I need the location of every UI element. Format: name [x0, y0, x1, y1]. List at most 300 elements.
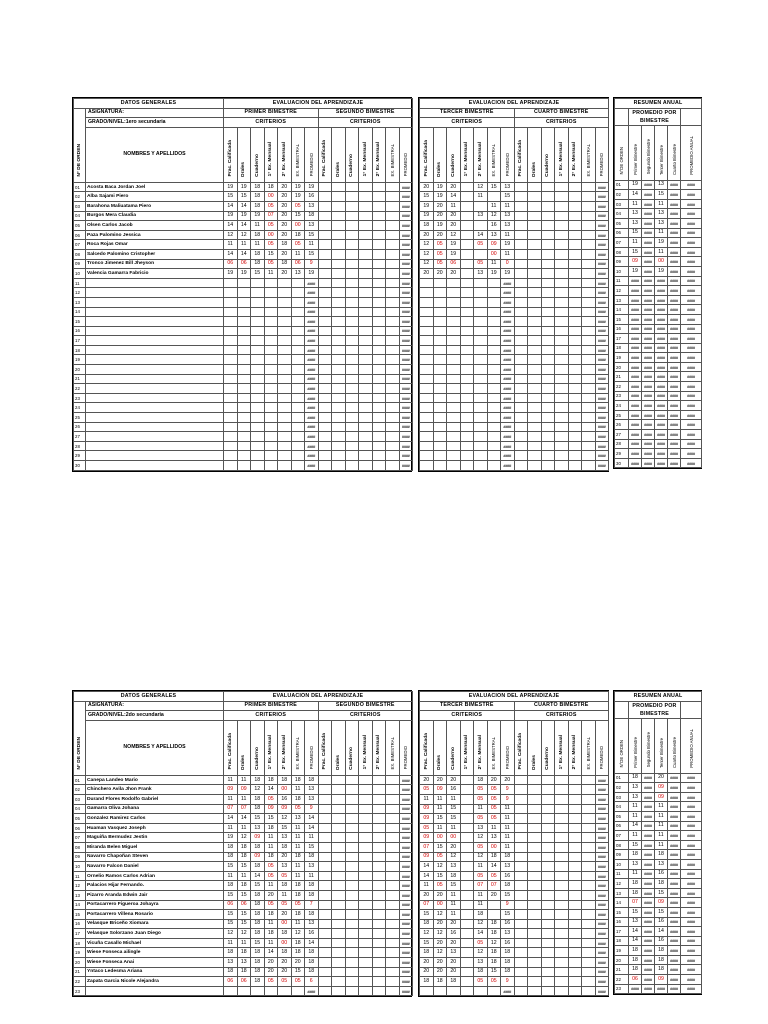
grade-cell: 18 — [278, 881, 292, 891]
grade-cell — [251, 288, 265, 298]
average-cell: #### — [681, 247, 702, 257]
average-cell: #### — [668, 391, 681, 401]
student-name: Navarro Falcon Daniel — [86, 862, 224, 872]
grade-cell: #### — [501, 336, 515, 346]
grade-cell — [528, 240, 542, 250]
grade-cell: 13 — [447, 948, 461, 958]
grade-cell — [318, 182, 332, 192]
grades-table-third-fourth — [419, 98, 609, 471]
grade-cell — [433, 336, 447, 346]
grade-cell — [318, 852, 332, 862]
grade-cell — [332, 307, 346, 317]
grade-cell: 18 — [278, 929, 292, 939]
table-row — [615, 888, 702, 898]
table-row — [74, 211, 413, 221]
grade-cell — [582, 461, 596, 471]
grade-cell — [251, 336, 265, 346]
order-number: 08 — [74, 249, 86, 259]
table-row — [420, 182, 609, 192]
grade-cell — [359, 842, 373, 852]
grade-cell — [460, 345, 474, 355]
grade-cell: 20 — [433, 201, 447, 211]
grade-cell — [359, 192, 373, 202]
grade-cell — [487, 374, 501, 384]
grade-cell — [386, 182, 400, 192]
average-cell: 18 — [629, 888, 642, 898]
grade-cell — [514, 910, 528, 920]
criteria-header — [386, 720, 400, 775]
table-row — [74, 967, 413, 977]
grade-cell — [237, 365, 251, 375]
grade-cell — [359, 833, 373, 843]
grade-cell — [345, 919, 359, 929]
grade-cell — [372, 958, 386, 968]
grade-cell — [332, 451, 346, 461]
grade-cell — [386, 833, 400, 843]
grade-cell — [433, 374, 447, 384]
order-number: 19 — [74, 355, 86, 365]
table-row — [615, 401, 702, 411]
grade-cell: #### — [399, 900, 413, 910]
grade-cell — [460, 461, 474, 471]
average-cell: 09 — [655, 783, 668, 793]
grade-cell — [568, 317, 582, 327]
grade-cell: 11 — [501, 249, 515, 259]
grade-cell — [345, 297, 359, 307]
table-row — [615, 879, 702, 889]
grade-cell — [318, 211, 332, 221]
table-row — [74, 794, 413, 804]
grade-cell — [318, 785, 332, 795]
criteria-header — [251, 720, 265, 775]
average-cell: #### — [642, 898, 655, 908]
grade-cell: 11 — [264, 919, 278, 929]
grade-cell — [345, 461, 359, 471]
evaluacion-header: EVALUACION DEL APRENDIZAJE — [420, 99, 609, 109]
table-row — [615, 305, 702, 315]
grade-cell — [460, 775, 474, 785]
average-cell: 15 — [629, 840, 642, 850]
grade-cell — [460, 823, 474, 833]
grade-cell — [541, 403, 555, 413]
average-cell: #### — [642, 314, 655, 324]
grade-cell — [386, 201, 400, 211]
grade-cell — [541, 393, 555, 403]
grade-cell: 12 — [420, 240, 434, 250]
grade-cell — [555, 422, 569, 432]
criteria-header — [278, 127, 292, 182]
grade-cell — [372, 900, 386, 910]
grade-cell — [582, 881, 596, 891]
grade-cell — [528, 852, 542, 862]
average-cell: #### — [642, 802, 655, 812]
grade-cell: 20 — [447, 221, 461, 231]
criteria-label: EX. BIMESTRAL — [491, 737, 497, 770]
average-cell: #### — [681, 324, 702, 334]
grade-cell — [582, 900, 596, 910]
grade-cell: 00 — [433, 900, 447, 910]
grade-cell — [528, 432, 542, 442]
average-cell: #### — [655, 353, 668, 363]
grade-cell: 18 — [251, 249, 265, 259]
criteria-header — [224, 127, 238, 182]
grade-cell — [386, 355, 400, 365]
grade-cell — [474, 365, 488, 375]
grade-cell: #### — [399, 201, 413, 211]
criteria-label: Orales — [241, 754, 247, 770]
grade-cell — [345, 288, 359, 298]
average-cell: 11 — [655, 831, 668, 841]
grade-cell — [332, 823, 346, 833]
order-number: 06 — [74, 823, 86, 833]
grade-cell — [386, 297, 400, 307]
grade-cell — [514, 259, 528, 269]
average-cell: 18 — [629, 773, 642, 783]
grade-cell: 11 — [487, 201, 501, 211]
grade-cell: #### — [305, 393, 319, 403]
criteria-label: Prac. Calificada — [423, 733, 429, 770]
grade-cell: 12 — [487, 211, 501, 221]
grade-cell: 15 — [420, 910, 434, 920]
grade-cell — [291, 288, 305, 298]
grade-cell — [447, 413, 461, 423]
grade-cell: #### — [399, 967, 413, 977]
grade-cell: #### — [399, 182, 413, 192]
average-cell: #### — [655, 382, 668, 392]
average-cell: #### — [668, 831, 681, 841]
grade-cell: 14 — [305, 823, 319, 833]
table-row — [420, 422, 609, 432]
grade-cell: 00 — [278, 919, 292, 929]
table-row — [615, 965, 702, 975]
average-cell: 15 — [629, 907, 642, 917]
grade-cell: 20 — [433, 211, 447, 221]
grade-cell — [345, 326, 359, 336]
average-cell: #### — [668, 180, 681, 190]
order-number: 29 — [615, 449, 629, 459]
grade-cell — [237, 393, 251, 403]
grade-cell: 09 — [251, 833, 265, 843]
student-name: Salcedo Palomino Cristopher — [86, 249, 224, 259]
average-cell: #### — [629, 276, 642, 286]
criteria-label: Orales — [437, 161, 443, 177]
grade-cell: 20 — [278, 967, 292, 977]
table-row — [615, 218, 702, 228]
average-cell: 11 — [629, 811, 642, 821]
grade-cell — [237, 307, 251, 317]
grade-cell — [291, 355, 305, 365]
grade-cell — [318, 326, 332, 336]
grade-cell — [568, 259, 582, 269]
grade-cell — [460, 221, 474, 231]
grade-cell: 06 — [224, 977, 238, 987]
criteria-label: Prac. Calificada — [227, 733, 233, 770]
grade-cell: 11 — [291, 785, 305, 795]
grade-cell — [345, 230, 359, 240]
grade-cell — [420, 336, 434, 346]
grade-cell — [291, 374, 305, 384]
grade-cell — [582, 432, 596, 442]
grade-cell — [460, 384, 474, 394]
average-cell: #### — [681, 792, 702, 802]
grade-cell — [514, 278, 528, 288]
grade-cell — [332, 297, 346, 307]
table-row — [74, 374, 413, 384]
grade-cell: 14 — [474, 230, 488, 240]
grade-cell — [372, 986, 386, 996]
grade-cell — [264, 307, 278, 317]
order-number: 04 — [615, 209, 629, 219]
grade-cell — [514, 900, 528, 910]
grade-cell: 11 — [224, 871, 238, 881]
grade-cell: #### — [595, 326, 609, 336]
grade-cell — [359, 852, 373, 862]
grade-cell — [582, 192, 596, 202]
criteria-header — [420, 720, 434, 775]
average-cell: #### — [668, 975, 681, 985]
grade-cell: 13 — [474, 211, 488, 221]
grade-cell — [582, 317, 596, 327]
average-cell: #### — [681, 955, 702, 965]
grade-cell — [474, 317, 488, 327]
grade-cell: 15 — [501, 890, 515, 900]
grade-cell: #### — [595, 422, 609, 432]
average-cell: 11 — [629, 199, 642, 209]
grade-cell: 14 — [237, 249, 251, 259]
order-number: 14 — [615, 305, 629, 315]
criteria-label: Orales — [531, 754, 537, 770]
grade-cell — [318, 814, 332, 824]
grade-cell — [528, 201, 542, 211]
order-number: 14 — [74, 307, 86, 317]
grade-cell: 06 — [447, 259, 461, 269]
criteria-label: 2° Ex. Mensual — [281, 735, 287, 770]
grade-cell — [555, 240, 569, 250]
grade-cell: 18 — [474, 775, 488, 785]
criteria-label: Orales — [335, 754, 341, 770]
order-number: 20 — [74, 365, 86, 375]
grade-cell — [582, 259, 596, 269]
grade-cell — [345, 986, 359, 996]
grade-cell — [359, 910, 373, 920]
grade-cell: 19 — [433, 192, 447, 202]
order-number: 06 — [615, 228, 629, 238]
order-number: 07 — [615, 238, 629, 248]
average-cell: 19 — [655, 238, 668, 248]
grade-cell: 15 — [305, 249, 319, 259]
grade-cell: 05 — [474, 871, 488, 881]
grade-cell: 05 — [474, 814, 488, 824]
grade-cell: 20 — [420, 269, 434, 279]
grade-cell — [291, 422, 305, 432]
average-cell: #### — [642, 372, 655, 382]
grade-cell: 9 — [501, 900, 515, 910]
grade-cell: 09 — [420, 814, 434, 824]
grade-cell — [318, 842, 332, 852]
average-cell: 18 — [655, 946, 668, 956]
average-cell: #### — [681, 266, 702, 276]
grade-cell — [433, 326, 447, 336]
grado-nivel-label: GRADO/NIVEL:2do secundaria — [86, 711, 224, 721]
grade-cell: #### — [399, 326, 413, 336]
grade-cell — [372, 871, 386, 881]
student-name — [86, 297, 224, 307]
grade-cell: #### — [595, 365, 609, 375]
grade-cell — [568, 833, 582, 843]
grade-cell — [460, 842, 474, 852]
grade-cell — [359, 814, 373, 824]
resumen-anual-header: RESUMEN ANUAL — [615, 692, 702, 702]
grade-cell — [582, 775, 596, 785]
grade-cell — [251, 278, 265, 288]
grade-cell — [514, 881, 528, 891]
average-cell: 13 — [629, 917, 642, 927]
grade-cell — [487, 986, 501, 996]
grade-cell — [318, 240, 332, 250]
grade-cell: 18 — [278, 948, 292, 958]
grade-cell — [359, 355, 373, 365]
grade-cell — [264, 413, 278, 423]
grade-cell — [555, 881, 569, 891]
grade-cell — [345, 833, 359, 843]
grade-cell — [291, 413, 305, 423]
grade-cell — [555, 814, 569, 824]
grade-cell: 18 — [291, 794, 305, 804]
block-annual-summary — [613, 690, 702, 995]
grade-cell — [541, 413, 555, 423]
criteria-label: PROMEDIO — [403, 153, 409, 177]
grade-cell — [345, 422, 359, 432]
grade-cell — [372, 230, 386, 240]
average-cell: #### — [681, 343, 702, 353]
criteria-header — [291, 720, 305, 775]
grade-cell: 19 — [433, 221, 447, 231]
grade-cell: 11 — [237, 794, 251, 804]
grade-cell: 05 — [487, 804, 501, 814]
grade-cell — [386, 958, 400, 968]
grade-cell — [487, 355, 501, 365]
grade-cell — [582, 307, 596, 317]
average-cell: #### — [642, 276, 655, 286]
grade-cell — [582, 441, 596, 451]
average-cell: #### — [642, 286, 655, 296]
grade-cell — [555, 413, 569, 423]
order-number: 23 — [615, 984, 629, 994]
grade-cell: #### — [305, 451, 319, 461]
grade-cell — [568, 384, 582, 394]
grade-cell — [555, 288, 569, 298]
criteria-header — [372, 127, 386, 182]
grade-cell — [460, 967, 474, 977]
table-row — [420, 249, 609, 259]
grade-cell — [528, 345, 542, 355]
grade-cell — [568, 355, 582, 365]
grade-cell — [332, 785, 346, 795]
grade-cell — [359, 221, 373, 231]
average-cell: 11 — [655, 228, 668, 238]
grade-cell: #### — [399, 365, 413, 375]
grade-cell: 12 — [251, 785, 265, 795]
student-name: Miranda Belen Miguel — [86, 842, 224, 852]
grade-cell — [372, 862, 386, 872]
table-row — [420, 230, 609, 240]
grade-cell — [420, 441, 434, 451]
grade-cell — [332, 871, 346, 881]
average-cell: #### — [668, 420, 681, 430]
student-name: Canepa Landeo Mario — [86, 775, 224, 785]
grade-cell — [372, 422, 386, 432]
student-name: Acosta Baca Jordan Joel — [86, 182, 224, 192]
grade-cell: 11 — [291, 862, 305, 872]
grade-cell — [487, 910, 501, 920]
grade-cell: 15 — [224, 192, 238, 202]
grade-cell: 18 — [474, 910, 488, 920]
grade-cell — [332, 929, 346, 939]
grade-cell — [372, 948, 386, 958]
criteria-header — [615, 125, 629, 180]
table-row — [615, 228, 702, 238]
grade-cell: 13 — [474, 958, 488, 968]
grade-cell — [541, 259, 555, 269]
grade-cell: #### — [595, 785, 609, 795]
grade-cell — [528, 919, 542, 929]
grade-cell: 11 — [264, 881, 278, 891]
order-number: 12 — [615, 879, 629, 889]
grade-cell: 06 — [237, 977, 251, 987]
grade-cell — [568, 785, 582, 795]
order-number: 10 — [615, 266, 629, 276]
grade-cell — [514, 451, 528, 461]
average-cell: #### — [681, 430, 702, 440]
table-row — [74, 326, 413, 336]
grade-cell: 05 — [264, 977, 278, 987]
average-cell: #### — [668, 314, 681, 324]
grade-cell: 06 — [237, 259, 251, 269]
grade-cell — [447, 297, 461, 307]
average-cell: 11 — [655, 821, 668, 831]
grade-cell: 13 — [305, 221, 319, 231]
grade-cell — [291, 451, 305, 461]
grade-cell — [372, 441, 386, 451]
average-cell: #### — [668, 898, 681, 908]
grade-cell — [291, 403, 305, 413]
grade-cell — [582, 871, 596, 881]
grade-cell — [541, 852, 555, 862]
table-row — [420, 862, 609, 872]
grade-cell — [345, 317, 359, 327]
grade-cell: 18 — [305, 881, 319, 891]
grade-cell — [514, 823, 528, 833]
grade-cell — [386, 413, 400, 423]
order-number: 16 — [615, 917, 629, 927]
grades-table-first-second — [73, 98, 413, 471]
grade-cell: 14 — [237, 201, 251, 211]
grade-cell: 16 — [501, 871, 515, 881]
grade-cell: 14 — [420, 862, 434, 872]
grade-cell — [487, 307, 501, 317]
grade-cell — [332, 910, 346, 920]
grade-cell — [359, 182, 373, 192]
grade-cell: 20 — [433, 230, 447, 240]
grade-cell — [447, 345, 461, 355]
grade-cell: 18 — [224, 967, 238, 977]
grade-cell: 16 — [487, 221, 501, 231]
grade-cell: #### — [595, 948, 609, 958]
grade-cell: 18 — [237, 852, 251, 862]
grade-cell: #### — [595, 967, 609, 977]
grade-cell — [420, 297, 434, 307]
criteria-header — [372, 720, 386, 775]
